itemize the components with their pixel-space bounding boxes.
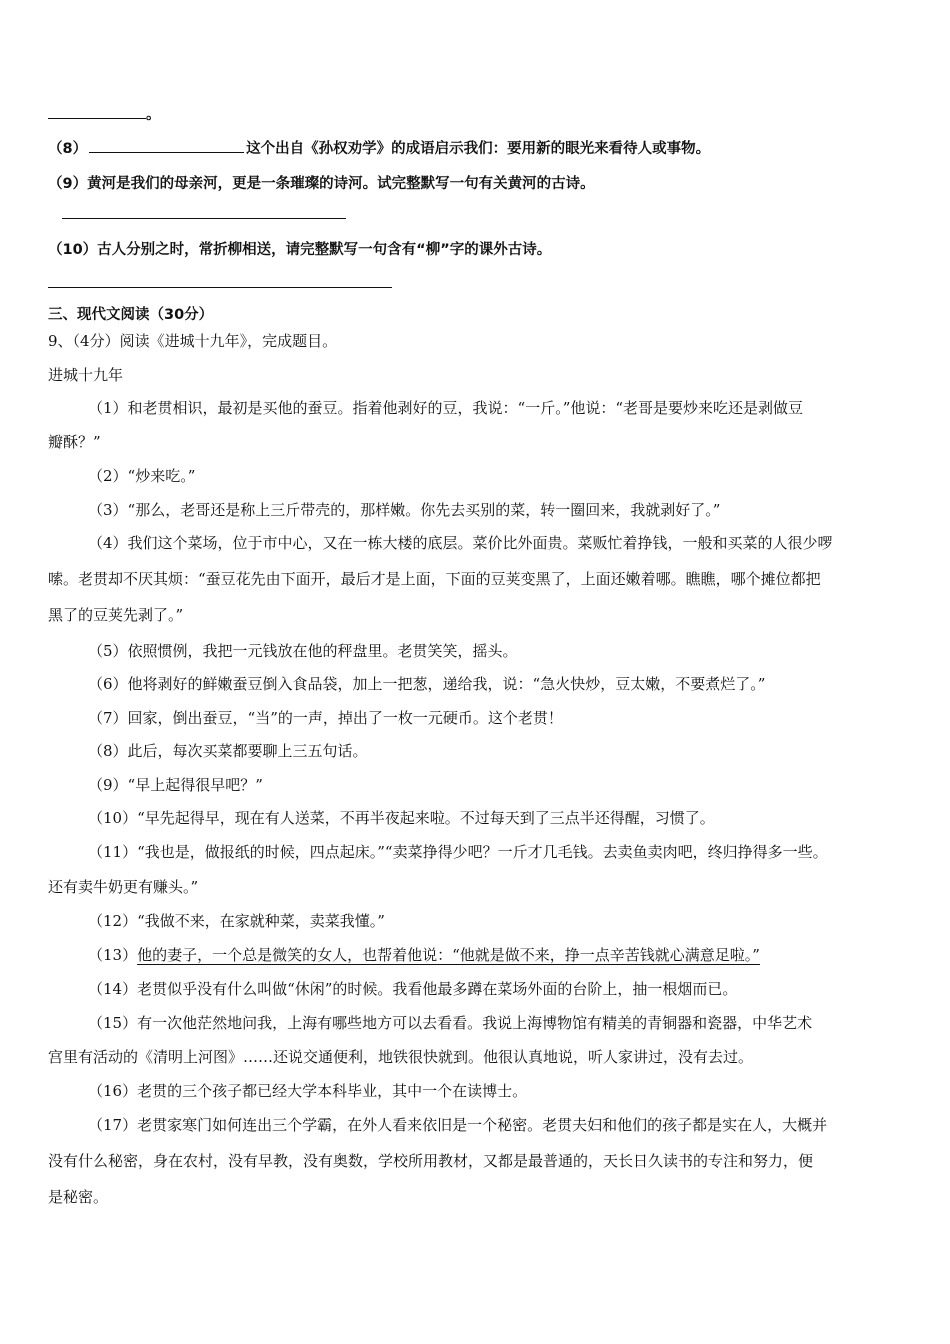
q10-text: （10）古人分别之时，常折柳相送，请完整默写一句含有“柳”字的课外古诗。 bbox=[48, 242, 552, 258]
question-instruction: 9、（4分）阅读《进城十九年》，完成题目。 bbox=[48, 332, 338, 350]
q8-number: （8） bbox=[48, 141, 88, 157]
paragraph-11-cont: 还有卖牛奶更有赚头。” bbox=[48, 878, 199, 896]
q7-answer-line bbox=[48, 104, 910, 125]
q8-line bbox=[48, 138, 910, 159]
paragraph-13-number: （13） bbox=[88, 946, 138, 964]
paragraph-6: （6）他将剥好的鲜嫩蚕豆倒入食品袋，加上一把葱，递给我，说：“急火快炒，豆太嫩，不要煮烂了。” bbox=[88, 675, 766, 693]
underlined-sentence: 他的妻子，一个总是微笑的女人，也帮着他说：“他就是做不来，挣一点辛苦钱就心满意足啦。” bbox=[137, 946, 760, 964]
paragraph-15: （15）有一次他茫然地问我，上海有哪些地方可以去看看。我说上海博物馆有精美的青铜器和瓷器，中华艺术 bbox=[88, 1014, 813, 1032]
q8-text: 这个出自《孙权劝学》的成语启示我们：要用新的眼光来看待人或事物。 bbox=[246, 141, 711, 157]
answer-blank[interactable] bbox=[48, 287, 392, 288]
paragraph-7: （7）回家，倒出蚕豆，“当”的一声，掉出了一枚一元硬币。这个老贯！ bbox=[88, 709, 563, 727]
answer-blank[interactable] bbox=[62, 218, 346, 219]
paragraph-2: （2）“炒来吃。” bbox=[88, 467, 196, 485]
paragraph-3: （3）“那么，老哥还是称上三斤带壳的，那样嫩。你先去买别的菜，转一圈回来，我就剥好了。” bbox=[88, 501, 721, 519]
paragraph-4-cont: 嗦。老贯却不厌其烦：“蚕豆花先由下面开，最后才是上面，下面的豆荚变黑了，上面还嫩着哪。瞧瞧，哪个摊位都把 bbox=[48, 570, 821, 588]
q7-tail: 。 bbox=[146, 107, 161, 123]
paragraph-8: （8）此后，每次买菜都要聊上三五句话。 bbox=[88, 742, 368, 760]
paragraph-1-cont: 瓣酥？” bbox=[48, 433, 101, 451]
paragraph-12: （12）“我做不来，在家就种菜，卖菜我懂。” bbox=[88, 912, 385, 930]
paragraph-10: （10）“早先起得早，现在有人送菜，不再半夜起来啦。不过每天到了三点半还得醒，习惯了。 bbox=[88, 809, 715, 827]
paragraph-17-cont: 是秘密。 bbox=[48, 1188, 109, 1206]
paragraph-5: （5）依照惯例，我把一元钱放在他的秤盘里。老贯笑笑，摇头。 bbox=[88, 642, 518, 660]
paragraph-4-cont: 黑了的豆荚先剥了。” bbox=[48, 606, 184, 624]
paragraph-16: （16）老贯的三个孩子都已经大学本科毕业，其中一个在读博士。 bbox=[88, 1082, 528, 1100]
paragraph-14: （14）老贯似乎没有什么叫做“休闲”的时候。我看他最多蹲在菜场外面的台阶上，抽一根烟而已。 bbox=[88, 980, 738, 998]
paragraph-11: （11）“我也是，做报纸的时候，四点起床。”“卖菜挣得少吧？一斤才几毛钱。去卖鱼卖肉吧，终归挣得多一些。 bbox=[88, 843, 828, 861]
paragraph-4: （4）我们这个菜场，位于市中心，又在一栋大楼的底层。菜价比外面贵。菜贩忙着挣钱，一般和买菜的人很少啰 bbox=[88, 534, 833, 552]
paragraph-9: （9）“早上起得很早吧？” bbox=[88, 776, 263, 794]
answer-blank[interactable] bbox=[48, 104, 146, 119]
article-title: 进城十九年 bbox=[48, 366, 124, 384]
section-heading: 三、现代文阅读（30分） bbox=[48, 307, 214, 323]
paragraph-13 bbox=[88, 945, 910, 965]
paragraph-1: （1）和老贯相识，最初是买他的蚕豆。指着他剥好的豆，我说：“一斤。”他说：“老哥是要炒来吃还是剥做豆 bbox=[88, 399, 804, 417]
paragraph-17: （17）老贯家寒门如何连出三个学霸，在外人看来依旧是一个秘密。老贯夫妇和他们的孩子都是实在人，大概并 bbox=[88, 1116, 828, 1134]
paragraph-17-cont: 没有什么秘密，身在农村，没有早教，没有奥数，学校所用教材，又都是最普通的，天长日久读书的专注和努力，便 bbox=[48, 1152, 814, 1170]
paragraph-15-cont: 宫里有活动的《清明上河图》……还说交通便利，地铁很快就到。他很认真地说，听人家讲过，没有去过。 bbox=[48, 1048, 754, 1066]
answer-blank[interactable] bbox=[89, 138, 244, 153]
q9-text: （9）黄河是我们的母亲河，更是一条璀璨的诗河。试完整默写一句有关黄河的古诗。 bbox=[48, 176, 595, 192]
